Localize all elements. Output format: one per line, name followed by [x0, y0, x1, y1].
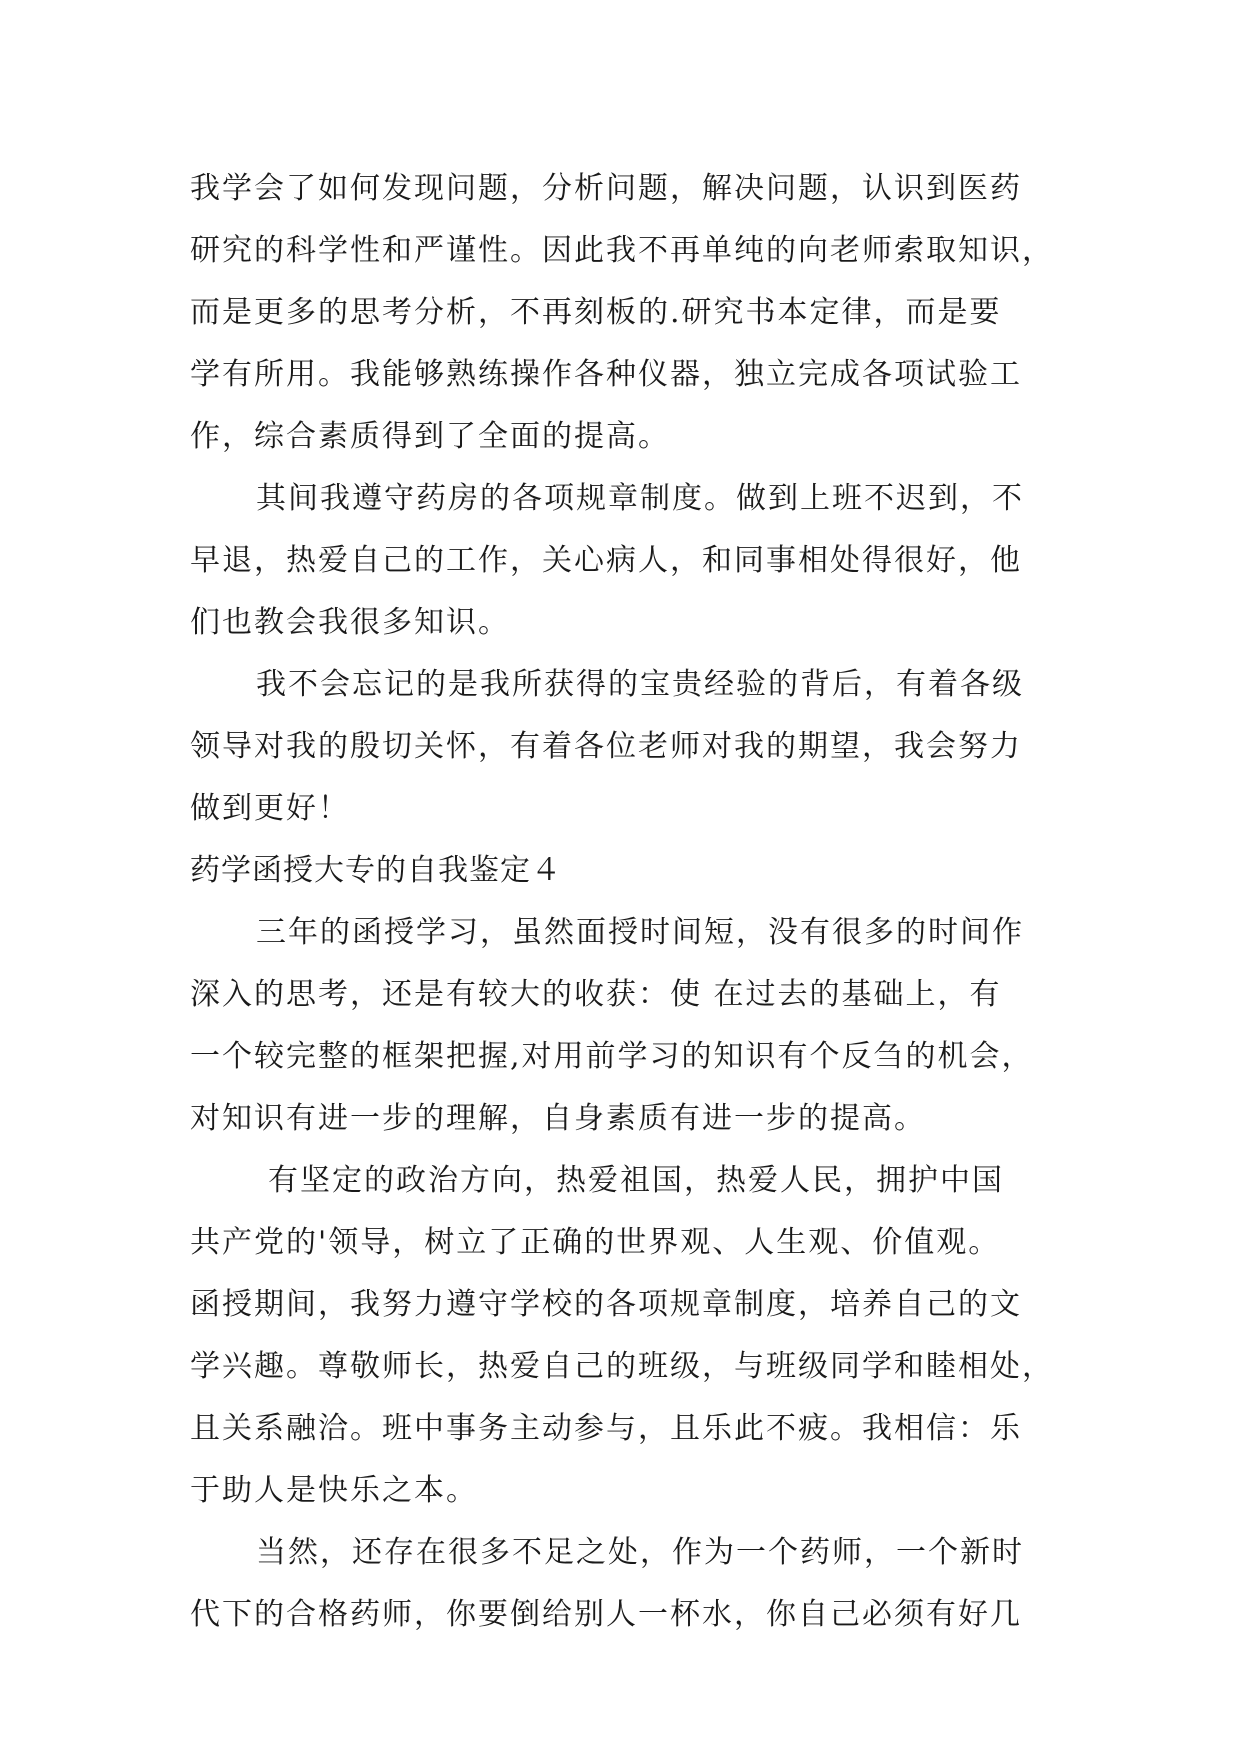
paragraph-line: 三年的函授学习，虽然面授时间短，没有很多的时间作: [256, 915, 1024, 950]
document-body: [190, 158, 1070, 1646]
paragraph-line: 早退，热爱自己的工作，关心病人，和同事相处得很好，他: [190, 543, 1022, 578]
paragraph-line: 于助人是快乐之本。: [190, 1473, 478, 1508]
paragraph-line: 研究的科学性和严谨性。因此我不再单纯的向老师索取知识，: [190, 233, 1054, 268]
paragraph-line: 学兴趣。尊敬师长，热爱自己的班级，与班级同学和睦相处，: [190, 1349, 1054, 1384]
paragraph-line: 且关系融洽。班中事务主动参与，且乐此不疲。我相信：乐: [190, 1411, 1022, 1446]
paragraph-line: 深入的思考，还是有较大的收获：使 在过去的基础上，有: [190, 977, 1002, 1012]
paragraph-line: 有坚定的政治方向，热爱祖国，热爱人民，拥护中国: [268, 1163, 1004, 1198]
paragraph-line: 其间我遵守药房的各项规章制度。做到上班不迟到，不: [256, 481, 1024, 516]
paragraph-line: 作，综合素质得到了全面的提高。: [190, 419, 670, 454]
paragraph-line: 我不会忘记的是我所获得的宝贵经验的背后，有着各级: [256, 667, 1024, 702]
section-heading: 药学函授大专的自我鉴定４: [190, 853, 562, 888]
paragraph-line: 一个较完整的框架把握,对用前学习的知识有个反刍的机会，: [190, 1039, 1034, 1074]
paragraph-line: 对知识有进一步的理解，自身素质有进一步的提高。: [190, 1101, 926, 1136]
paragraph-line: 们也教会我很多知识。: [190, 605, 510, 640]
paragraph-line: 领导对我的殷切关怀，有着各位老师对我的期望，我会努力: [190, 729, 1022, 764]
paragraph-line: 代下的合格药师，你要倒给别人一杯水，你自己必须有好几: [190, 1597, 1022, 1632]
paragraph-line: 而是更多的思考分析，不再刻板的.研究书本定律，而是要: [190, 295, 1002, 330]
paragraph-line: 共产党的'领导，树立了正确的世界观、人生观、价值观。: [190, 1225, 1001, 1260]
paragraph-line: 当然，还存在很多不足之处，作为一个药师，一个新时: [256, 1535, 1024, 1570]
paragraph-line: 我学会了如何发现问题，分析问题，解决问题，认识到医药: [190, 171, 1022, 206]
paragraph-line: 做到更好！: [190, 791, 350, 826]
paragraph-line: 函授期间，我努力遵守学校的各项规章制度，培养自己的文: [190, 1287, 1022, 1322]
paragraph-line: 学有所用。我能够熟练操作各种仪器，独立完成各项试验工: [190, 357, 1022, 392]
